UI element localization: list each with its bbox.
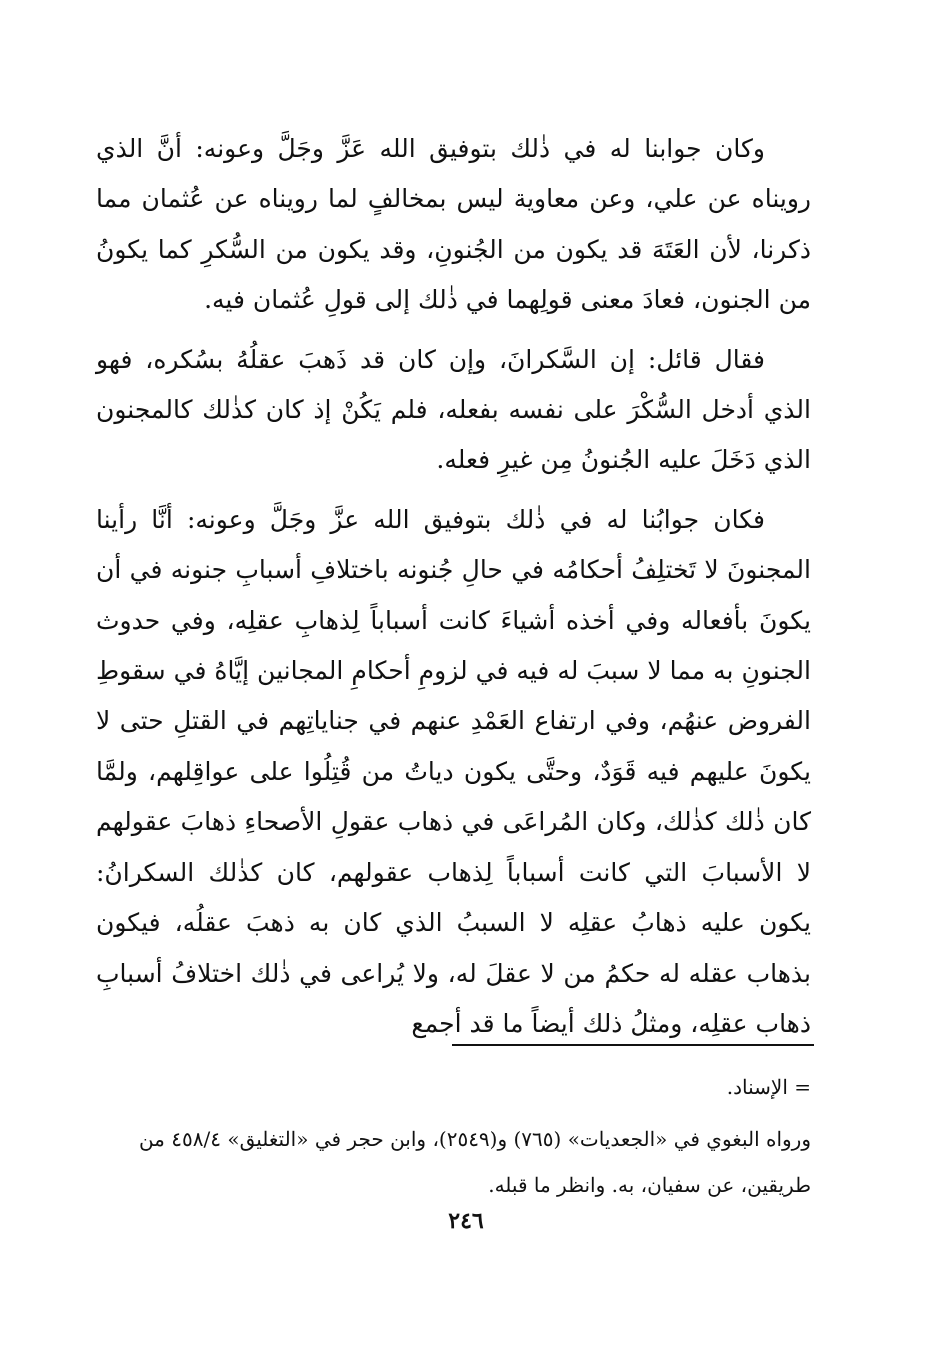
paragraph-3: فكان جوابُنا له في ذٰلك بتوفيق الله عزَّ وجَلَّ وعونه: أنَّا رأينا المجنونَ لا تَختلِفُ أحكامُه في حالِ جُنونه باختلافِ أسبابِ جنونه في أن يكونَ بأفعاله وفي أخذه أشياءَ كانت أسباباً لِذهابِ عقلِه، وفي حدوث الجنونِ به مما لا سببَ له فيه في لزومِ أحكامِ المجانين إيَّاهُ في سقوطِ الفروض عنهُم، وفي ارتفاع العَمْدِ عنهم في جناياتِهم في القتلِ حتى لا يكونَ عليهم فيه قَوَدٌ، وحتَّى يكون دياتُ من قُتِلُوا على عواقِلهم، ولمَّا كان ذٰلك كذٰلك، وكان المُراعَى في ذهاب عقولِ الأصحاءِ ذهابَ عقولهم لا الأسبابَ التي كانت أسباباً لِذهاب عقولهم، كان كذٰلك السكرانُ: يكون عليه ذهابُ عقلِه لا السببُ الذي كان به ذهبَ عقلُه، فيكون بذهاب عقله له حكمُ من لا عقلَ له، ولا يُراعى في ذٰلك اختلافُ أسبابِ ذهاب عقلِه، ومثلُ ذلك أيضاً ما قد أجمع: [96, 504, 811, 1038]
paragraph-2: فقال قائل: إن السَّكرانَ، وإن كان قد ذَهبَ عقلُهُ بسُكره، فهو الذي أدخل السُّكْرَ على نفسه بفعله، فلم يَكُنْ إذ كان كذٰلك كالمجنون الذي دَخَلَ عليه الجُنونُ مِن غيرِ فعله.: [96, 344, 811, 475]
footnotes-block: [96, 1064, 811, 1208]
main-text-block: [96, 124, 811, 1049]
paragraph-1: وكان جوابنا له في ذٰلك بتوفيق الله عَزَّ وجَلَّ وعونه: أنَّ الذي رويناه عن علي، وعن معاوية ليس بمخالفٍ لما رويناه عن عُثمان مما ذكرنا، لأن العَتَهَ قد يكون من الجُنونِ، وقد يكون من السُّكرِ كما يكونُ من الجنون، فعادَ معنى قولِهما في ذٰلك إلى قولِ عُثمان فيه.: [96, 134, 811, 315]
footnote-continuation: = الإسناد.: [726, 1075, 811, 1099]
footnote-text: ورواه البغوي في «الجعديات» (٧٦٥) و(٢٥٤٩)، وابن حجر في «التغليق» ٤٥٨/٤ من طريقين، عن سفيان، به. وانظر ما قبله.: [138, 1127, 811, 1197]
footnote-separator: [452, 1044, 814, 1046]
page-number: ٢٤٦: [448, 1208, 484, 1234]
